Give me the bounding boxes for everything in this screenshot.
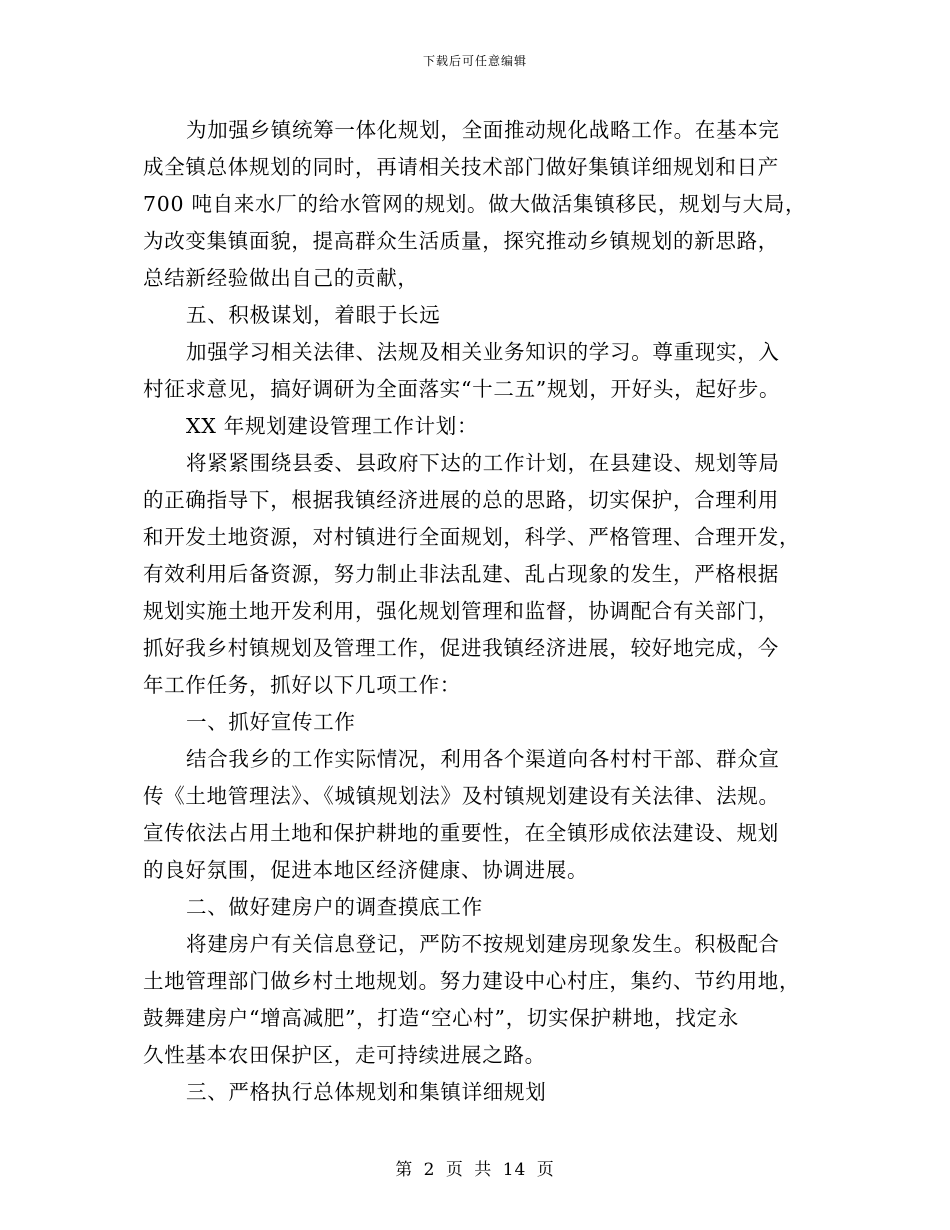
paragraph-line: 鼓舞建房户“增高减肥”，打造“空心村”，切实保护耕地，找定永 <box>143 1006 739 1030</box>
paragraph-line: 将建房户有关信息登记，严防不按规划建房现象发生。积极配合 <box>186 932 780 956</box>
paragraph-line: 结合我乡的工作实际情况，利用各个渠道向各村村干部、群众宣 <box>186 747 780 771</box>
page-header: 下载后可任意编辑 <box>422 54 527 68</box>
paragraph-line: 年工作任务，抓好以下几项工作： <box>143 673 461 697</box>
section-heading: 二、做好建房户的调查摸底工作 <box>186 895 483 919</box>
paragraph-line: 村征求意见，搞好调研为全面落实“十二五”规划，开好头，起好步。 <box>143 377 781 401</box>
paragraph-line: 的良好氛围，促进本地区经济健康、协调进展。 <box>143 858 589 882</box>
paragraph-line: 有效利用后备资源，努力制止非法乱建、乱占现象的发生，严格根据 <box>143 562 779 586</box>
section-heading: 三、严格执行总体规划和集镇详细规划 <box>186 1080 547 1104</box>
paragraph-line: 宣传依法占用土地和保护耕地的重要性，在全镇形成依法建设、规划 <box>143 821 779 845</box>
paragraph-line: 为加强乡镇统筹一体化规划，全面推动规化战略工作。在基本完 <box>186 118 780 142</box>
paragraph-line: 加强学习相关法律、法规及相关业务知识的学习。尊重现实，入 <box>186 340 780 364</box>
paragraph-line: 土地管理部门做乡村土地规划。努力建设中心村庄，集约、节约用地， <box>143 969 801 993</box>
document-body <box>143 112 811 1111</box>
section-heading: 一、抓好宣传工作 <box>186 710 356 734</box>
page-footer: 第 2 页 共 14 页 <box>395 1160 555 1180</box>
paragraph-line: 和开发土地资源，对村镇进行全面规划，科学、严格管理、合理开发， <box>143 525 801 549</box>
paragraph-line: 规划实施土地开发利用，强化规划管理和监督，协调配合有关部门， <box>143 599 779 623</box>
section-heading: 五、积极谋划，着眼于长远 <box>186 303 441 327</box>
paragraph-line: 为改变集镇面貌，提高群众生活质量，探究推动乡镇规划的新思路， <box>143 229 779 253</box>
paragraph-line: 成全镇总体规划的同时，再请相关技术部门做好集镇详细规划和日产 <box>143 155 779 179</box>
paragraph-line: 将紧紧围绕县委、县政府下达的工作计划，在县建设、规划等局 <box>186 451 780 475</box>
paragraph-line: 久性基本农田保护区，走可持续进展之路。 <box>143 1043 546 1067</box>
paragraph-line: 传《土地管理法》、《城镇规划法》及村镇规划建设有关法律、法规。 <box>143 784 780 808</box>
paragraph-line: 总结新经验做出自己的贡献， <box>143 266 419 290</box>
section-heading: XX 年规划建设管理工作计划： <box>186 414 479 438</box>
paragraph-line: 700 吨自来水厂的给水管网的规划。做大做活集镇移民，规划与大局， <box>143 192 807 216</box>
paragraph-line: 的正确指导下，根据我镇经济进展的总的思路，切实保护，合理利用 <box>143 488 779 512</box>
paragraph-line: 抓好我乡村镇规划及管理工作，促进我镇经济进展，较好地完成，今 <box>143 636 779 660</box>
